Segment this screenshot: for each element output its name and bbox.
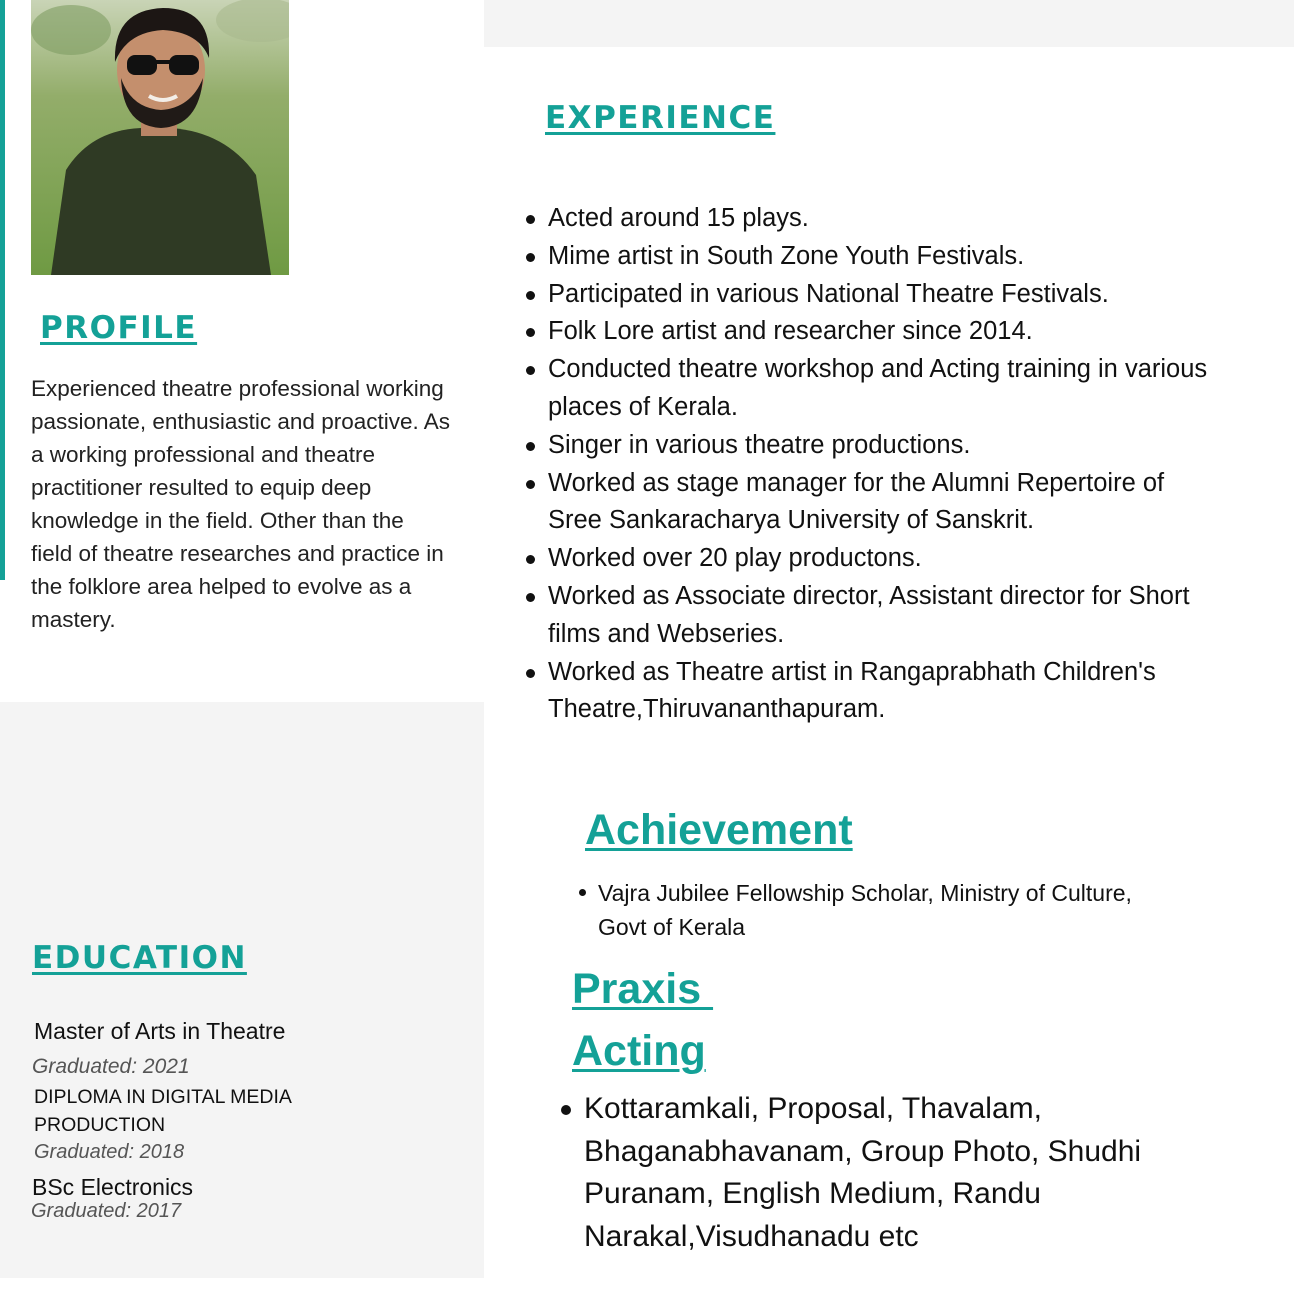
praxis-heading: Praxis xyxy=(572,965,714,1013)
education-heading: EDUCATION xyxy=(32,940,247,976)
top-panel xyxy=(484,0,1294,47)
list-item: Singer in various theatre productions. xyxy=(548,427,1294,465)
list-item: Kottaramkali, Proposal, Thavalam, Bhaganabhavanam, Group Photo, Shudhi Puranam, English Medium, Randu Narakal,Visudhanadu etc xyxy=(584,1088,1224,1258)
list-item: Participated in various National Theatre Festivals. xyxy=(548,276,1294,314)
list-item: Vajra Jubilee Fellowship Scholar, Ministry of Culture, Govt of Kerala xyxy=(598,876,1218,944)
education-degree: Master of Arts in Theatre xyxy=(34,1018,286,1044)
praxis-list xyxy=(584,1088,1224,1258)
list-item: Acted around 15 plays. xyxy=(548,200,1294,238)
profile-heading: PROFILE xyxy=(40,310,198,346)
experience-list xyxy=(548,200,1294,729)
experience-heading: EXPERIENCE xyxy=(545,100,776,136)
list-item: Worked over 20 play productons. xyxy=(548,540,1294,578)
education-graduated: Graduated: 2021 xyxy=(32,1055,190,1078)
list-item: Conducted theatre workshop and Acting training in various places of Kerala. xyxy=(548,351,1294,427)
profile-photo xyxy=(31,0,289,275)
list-item: Mime artist in South Zone Youth Festivals. xyxy=(548,238,1294,276)
achievement-list xyxy=(598,876,1218,944)
list-item: Worked as Theatre artist in Rangaprabhath Children's Theatre,Thiruvananthapuram. xyxy=(548,654,1294,730)
praxis-subheading: Acting xyxy=(572,1027,706,1075)
profile-text: Experienced theatre professional working passionate, enthusiastic and proactive. As a working professional and theatre practitioner resulted to equip deep knowledge in the field. Other than the field of theatre researches and practice in the folklore area helped to evolve as a mastery. xyxy=(31,376,451,632)
education-degree-line1: DIPLOMA IN DIGITAL MEDIA xyxy=(34,1086,292,1108)
education-degree: BSc Electronics xyxy=(32,1174,194,1200)
education-degree-line2: PRODUCTION xyxy=(34,1114,166,1136)
education-graduated: Graduated: 2017 xyxy=(31,1200,182,1222)
accent-bar xyxy=(0,0,5,580)
achievement-heading: Achievement xyxy=(585,806,853,854)
list-item: Worked as stage manager for the Alumni Repertoire of Sree Sankaracharya University of Sanskrit. xyxy=(548,465,1294,541)
list-item: Worked as Associate director, Assistant director for Short films and Webseries. xyxy=(548,578,1294,654)
list-item: Folk Lore artist and researcher since 2014. xyxy=(548,313,1294,351)
education-graduated: Graduated: 2018 xyxy=(34,1141,185,1163)
profile-photo-illustration xyxy=(31,0,289,275)
